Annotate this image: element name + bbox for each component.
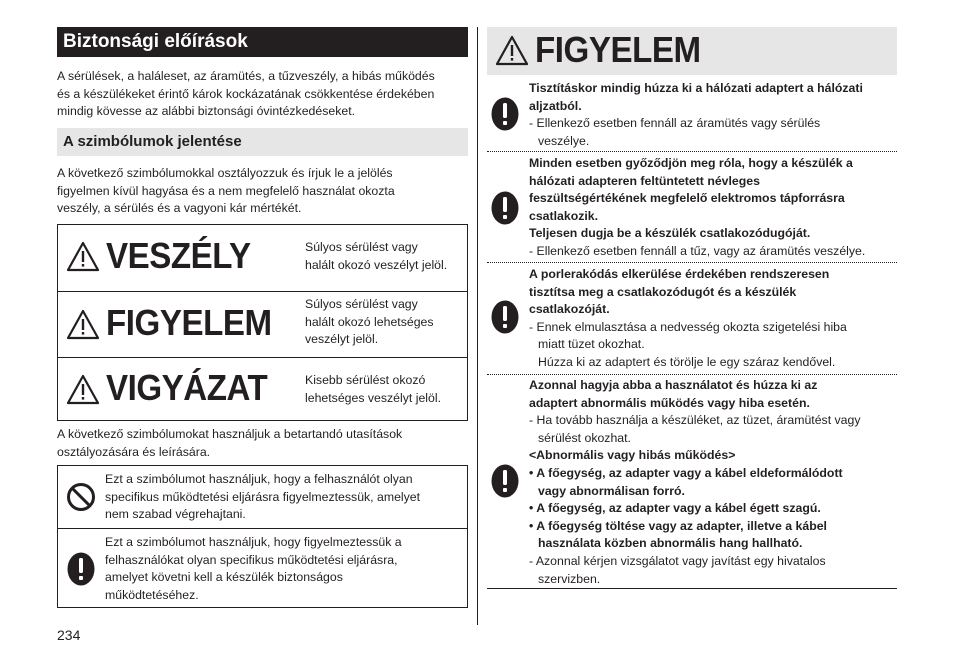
mandatory-icon bbox=[491, 464, 519, 498]
warning-line: csatlakozik. bbox=[529, 208, 599, 223]
column-divider bbox=[477, 27, 478, 625]
warning-item bbox=[487, 155, 897, 261]
warning-line: szervizben. bbox=[538, 571, 601, 586]
warning-line: sérülést okozhat. bbox=[538, 430, 631, 445]
warning-line: <Abnormális vagy hibás működés> bbox=[529, 448, 736, 463]
warning-line: csatlakozóját. bbox=[529, 302, 610, 317]
warning-line: • A főegység töltése vagy az adapter, illetve a kábel bbox=[529, 518, 827, 533]
section-title: Biztonsági előírások bbox=[57, 27, 468, 57]
signal-description bbox=[305, 372, 441, 407]
classify-line: figyelmen kívül hagyása és a nem megfelelő használat okozta bbox=[57, 183, 395, 198]
warning-line: miatt tüzet okozhat. bbox=[538, 337, 645, 352]
symbol-table bbox=[57, 465, 468, 608]
signal-desc-line: Kisebb sérülést okozó bbox=[305, 373, 426, 387]
page-number: 234 bbox=[57, 627, 81, 643]
warning-triangle-icon bbox=[66, 374, 100, 405]
signal-desc-line: lehetséges veszélyt jelöl. bbox=[305, 390, 442, 405]
warning-text bbox=[529, 377, 895, 588]
signal-desc-line: Súlyos sérülést vagy bbox=[305, 297, 418, 311]
symbol-desc-line: specifikus működtetési eljárásra figyelmeztessük, amelyet bbox=[105, 489, 421, 504]
symbol-desc-line: működtetéséhez. bbox=[105, 587, 199, 602]
warning-text bbox=[529, 266, 895, 372]
warning-item bbox=[487, 377, 897, 587]
signal-description bbox=[305, 239, 447, 274]
symbol-desc-line: nem szabad végrehajtani. bbox=[105, 507, 246, 522]
warning-line: veszélye. bbox=[538, 133, 590, 148]
warning-line: feszültségértékének megfelelő elektromos tápforrásra bbox=[529, 191, 845, 206]
symbol-desc-line: amelyet követni kell a készülék biztonságos bbox=[105, 570, 343, 585]
warning-item bbox=[487, 266, 897, 372]
warning-line: - Ennek elmulasztása a nedvesség okozta szigetelési hiba bbox=[529, 319, 847, 334]
signal-word-table bbox=[57, 224, 468, 421]
signal-row-caution bbox=[58, 357, 467, 420]
prohibition-icon bbox=[66, 482, 96, 512]
warning-line: adaptert abnormális működés vagy hiba esetén. bbox=[529, 395, 810, 410]
symbol-desc-line: Ezt a szimbólumot használjuk, hogy a felhasználót olyan bbox=[105, 472, 413, 486]
signal-desc-line: veszélyt jelöl. bbox=[305, 332, 379, 347]
symbol-description bbox=[105, 534, 459, 604]
warning-separator bbox=[487, 374, 897, 375]
warning-line: tisztítsa meg a csatlakozódugót és a készülék bbox=[529, 284, 797, 299]
warning-line: használata közben abnormális hang hallható. bbox=[538, 536, 803, 551]
warning-end-rule bbox=[487, 588, 897, 589]
mandatory-icon bbox=[491, 300, 519, 334]
symbol-row-prohibition bbox=[58, 466, 467, 528]
signal-desc-line: halált okozó lehetséges bbox=[305, 314, 434, 329]
intro-paragraph bbox=[57, 68, 471, 121]
warning-line: - Ha tovább használja a készüléket, az tüzet, áramütést vagy bbox=[529, 413, 861, 428]
intro-line: A sérülések, a haláleset, az áramütés, a tűzveszély, a hibás működés bbox=[57, 69, 435, 83]
warning-separator bbox=[487, 151, 897, 152]
signal-word: VIGYÁZAT bbox=[106, 367, 268, 408]
intro-line: mindig kövesse az alábbi biztonsági óvintézkedéseket. bbox=[57, 104, 356, 119]
warning-line: - Ellenkező esetben fennáll a tűz, vagy az áramütés veszélye. bbox=[529, 243, 866, 258]
mandatory-icon bbox=[67, 552, 95, 586]
classify-line: A következő szimbólumokkal osztályozzuk és írjuk le a jelölés bbox=[57, 166, 393, 180]
warning-line: aljzatból. bbox=[529, 98, 582, 113]
signal-row-danger bbox=[58, 225, 467, 291]
warning-line: Minden esetben győződjön meg róla, hogy a készülék a bbox=[529, 156, 853, 170]
warning-triangle-icon bbox=[66, 309, 100, 340]
warning-line: Azonnal hagyja abba a használatot és húzza ki az bbox=[529, 378, 818, 392]
warning-separator bbox=[487, 262, 897, 263]
symbol-description bbox=[105, 471, 459, 524]
signal-desc-line: Súlyos sérülést vagy bbox=[305, 240, 418, 254]
warning-line: • A főegység, az adapter vagy a kábel eldeformálódott bbox=[529, 465, 843, 480]
warning-header-word: FIGYELEM bbox=[535, 29, 701, 70]
warning-line: A porlerakódás elkerülése érdekében rendszeresen bbox=[529, 267, 830, 281]
subsection-title: A szimbólumok jelentése bbox=[57, 128, 468, 156]
warning-line: hálózati adapteren feltüntetett névleges bbox=[529, 173, 760, 188]
warning-line: - Ellenkező esetben fennáll az áramütés vagy sérülés bbox=[529, 116, 821, 131]
warning-text bbox=[529, 155, 895, 261]
symbol-desc-line: felhasználókat olyan specifikus működtetési eljárásra, bbox=[105, 552, 398, 567]
signal-word: VESZÉLY bbox=[106, 235, 251, 276]
instruction-line: A következő szimbólumokat használjuk a betartandó utasítások bbox=[57, 427, 403, 441]
warning-item bbox=[487, 80, 897, 148]
classify-line: veszély, a sérülés és a vagyoni kár mértékét. bbox=[57, 201, 302, 216]
signal-word: FIGYELEM bbox=[106, 302, 272, 343]
warning-triangle-icon bbox=[495, 35, 529, 66]
mandatory-icon bbox=[491, 97, 519, 131]
instruction-paragraph bbox=[57, 426, 471, 461]
warning-line: • A főegység, az adapter vagy a kábel égett szagú. bbox=[529, 501, 821, 516]
instruction-line: osztályozására és leírására. bbox=[57, 444, 211, 459]
warning-line: vagy abnormálisan forró. bbox=[538, 483, 685, 498]
classify-paragraph bbox=[57, 165, 471, 218]
intro-line: és a készülékeket érintő károk kockázatának csökkentése érdekében bbox=[57, 86, 435, 101]
mandatory-icon bbox=[491, 191, 519, 225]
warning-line: Teljesen dugja be a készülék csatlakozódugóját. bbox=[529, 226, 811, 241]
warning-text bbox=[529, 80, 895, 150]
warning-header bbox=[487, 27, 897, 75]
symbol-row-mandatory bbox=[58, 528, 467, 607]
signal-row-warning bbox=[58, 291, 467, 357]
warning-line: Húzza ki az adaptert és törölje le egy száraz kendővel. bbox=[538, 354, 836, 369]
warning-line: Tisztításkor mindig húzza ki a hálózati adaptert a hálózati bbox=[529, 81, 863, 95]
warning-line: - Azonnal kérjen vizsgálatot vagy javítást egy hivatalos bbox=[529, 553, 826, 568]
symbol-desc-line: Ezt a szimbólumot használjuk, hogy figyelmeztessük a bbox=[105, 535, 402, 549]
signal-desc-line: halált okozó veszélyt jelöl. bbox=[305, 257, 448, 272]
warning-triangle-icon bbox=[66, 241, 100, 272]
signal-description bbox=[305, 296, 434, 349]
